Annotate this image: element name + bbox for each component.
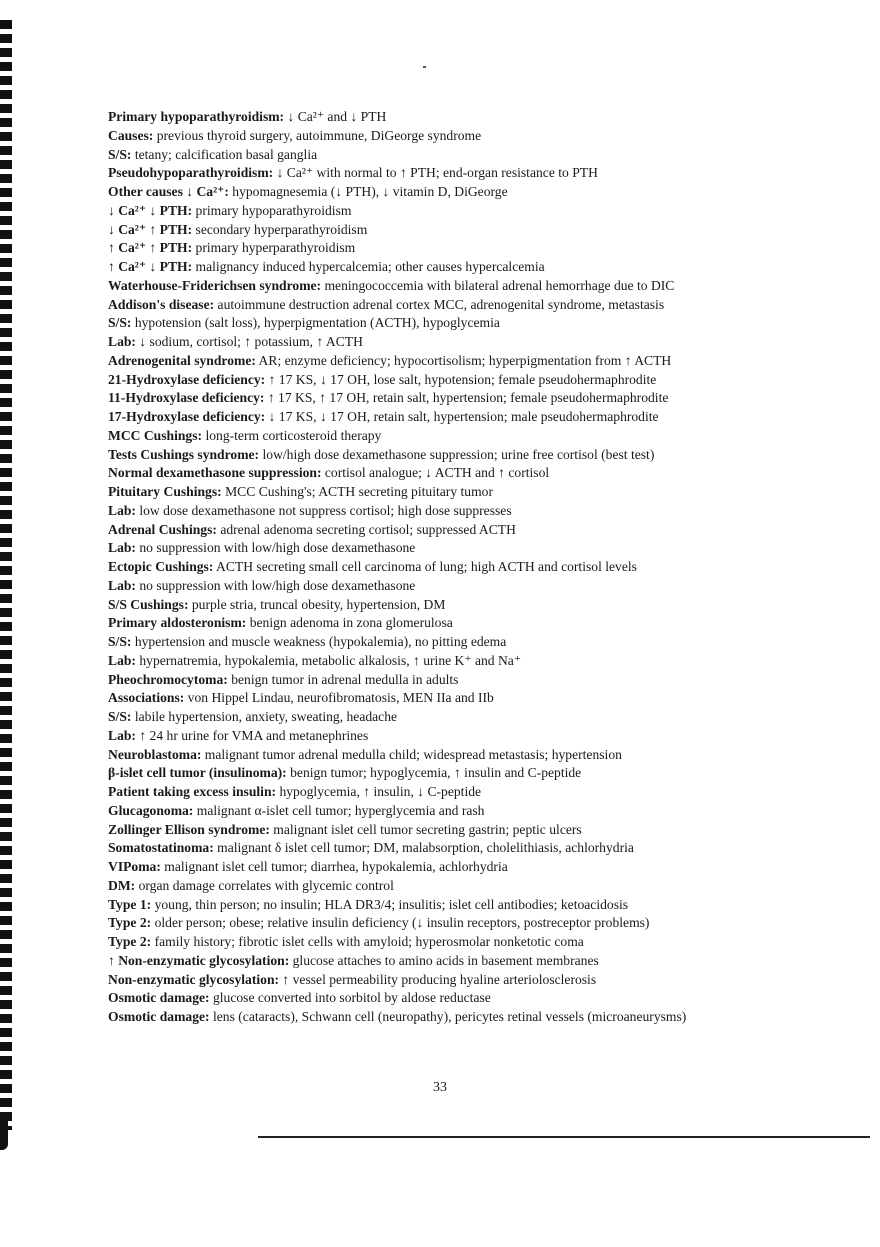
note-text: hypotension (salt loss), hyperpigmentation (ACTH), hypoglycemia [131, 315, 500, 331]
note-line [108, 277, 808, 296]
note-term: Type 2: [108, 915, 152, 931]
note-line [108, 727, 808, 746]
page-number: 33 [433, 1080, 447, 1095]
note-term: Lab: [108, 577, 136, 593]
note-text: family history; fibrotic islet cells with amyloid; hyperosmolar nonketotic coma [151, 934, 584, 949]
note-text: malignant δ islet cell tumor; DM, malabsorption, cholelithiasis, achlorhydria [213, 840, 634, 856]
note-line [108, 146, 808, 165]
note-text: no suppression with low/high dose dexamethasone [135, 577, 416, 593]
note-term: Tests Cushings syndrome: [108, 446, 260, 462]
note-term: Primary aldosteronism: [108, 615, 247, 631]
note-text: malignant islet cell tumor secreting gastrin; peptic ulcers [269, 821, 582, 837]
note-text: lens (cataracts), Schwann cell (neuropathy), pericytes retinal vessels (microaneurysms) [209, 1009, 687, 1024]
note-line [108, 971, 808, 990]
note-term: ↑ Ca²⁺ ↓ PTH: [108, 259, 193, 274]
note-line [108, 708, 808, 727]
note-term: Addison's disease: [108, 296, 215, 312]
note-text: hypoglycemia, ↑ insulin, ↓ C-peptide [276, 784, 482, 799]
note-term: 17-Hydroxylase deficiency: [108, 409, 266, 424]
note-text: ↓ Ca²⁺ with normal to ↑ PTH; end-organ resistance to PTH [273, 165, 598, 181]
note-text: purple stria, truncal obesity, hypertension, DM [188, 596, 446, 612]
note-line [108, 577, 808, 596]
note-text: malignant α-islet cell tumor; hyperglycemia and rash [193, 802, 485, 818]
note-line [108, 314, 808, 333]
note-term: Other causes ↓ Ca²⁺: [108, 184, 229, 199]
note-text: glucose attaches to amino acids in basement membranes [289, 952, 599, 968]
note-term: Waterhouse-Friderichsen syndrome: [108, 277, 322, 293]
note-text: no suppression with low/high dose dexamethasone [135, 540, 416, 556]
note-line [108, 502, 808, 521]
note-text: autoimmune destruction adrenal cortex MCC, adrenogenital syndrome, metastasis [214, 296, 665, 312]
note-term: S/S: [108, 315, 132, 331]
notes-body [108, 108, 808, 1027]
note-line [108, 333, 808, 352]
note-line [108, 764, 808, 783]
note-line [108, 464, 808, 483]
note-term: Primary hypoparathyroidism: [108, 109, 285, 124]
note-line [108, 858, 808, 877]
note-term: DM: [108, 877, 136, 893]
note-line [108, 614, 808, 633]
note-term: Adrenogenital syndrome: [108, 352, 256, 368]
note-line [108, 258, 808, 277]
note-term: Adrenal Cushings: [108, 521, 217, 537]
note-text: low dose dexamethasone not suppress cortisol; high dose suppresses [135, 502, 512, 518]
note-text: older person; obese; relative insulin deficiency (↓ insulin receptors, postreceptor problems) [151, 915, 650, 931]
note-term: β-islet cell tumor (insulinoma): [108, 765, 287, 781]
note-line [108, 746, 808, 765]
note-term: Type 2: [108, 934, 152, 949]
note-term: Glucagonoma: [108, 802, 194, 818]
note-text: hypertension and muscle weakness (hypokalemia), no pitting edema [131, 634, 507, 649]
note-text: ↑ 24 hr urine for VMA and metanephrines [135, 727, 369, 743]
note-line [108, 802, 808, 821]
note-line [108, 127, 808, 146]
note-text: organ damage correlates with glycemic control [135, 877, 394, 893]
note-term: 21-Hydroxylase deficiency: [108, 371, 266, 387]
note-line [108, 877, 808, 896]
note-line [108, 689, 808, 708]
note-text: secondary hyperparathyroidism [192, 221, 368, 237]
note-term: Lab: [108, 334, 136, 349]
note-term: Causes: [108, 127, 154, 143]
note-text: cortisol analogue; ↓ ACTH and ↑ cortisol [321, 465, 550, 481]
note-term: Osmotic damage: [108, 990, 210, 1006]
spiral-binding [0, 20, 12, 1130]
note-term: ↓ Ca²⁺ ↑ PTH: [108, 221, 193, 237]
note-term: Osmotic damage: [108, 1009, 210, 1024]
note-line [108, 164, 808, 183]
note-text: hypomagnesemia (↓ PTH), ↓ vitamin D, DiGeorge [228, 184, 508, 199]
note-term: Zollinger Ellison syndrome: [108, 821, 270, 837]
note-term: Somatostatinoma: [108, 840, 214, 856]
note-text: labile hypertension, anxiety, sweating, headache [131, 709, 398, 724]
note-text: malignant islet cell tumor; diarrhea, hypokalemia, achlorhydria [160, 859, 508, 874]
note-line [108, 352, 808, 371]
note-line [108, 914, 808, 933]
note-term: S/S: [108, 146, 132, 162]
note-line [108, 389, 808, 408]
note-line [108, 108, 808, 127]
note-text: low/high dose dexamethasone suppression; urine free cortisol (best test) [259, 446, 655, 462]
note-term: Lab: [108, 502, 136, 518]
note-line [108, 558, 808, 577]
note-term: S/S Cushings: [108, 596, 189, 612]
note-term: Non-enzymatic glycosylation: [108, 971, 280, 987]
note-term: Normal dexamethasone suppression: [108, 465, 322, 481]
note-text: meningococcemia with bilateral adrenal hemorrhage due to DIC [321, 277, 675, 293]
note-text: MCC Cushing's; ACTH secreting pituitary tumor [221, 484, 493, 499]
note-text: ↑ 17 KS, ↑ 17 OH, retain salt, hypertension; female pseudohermaphrodite [264, 390, 669, 406]
note-text: ↑ vessel permeability producing hyaline arteriolosclerosis [279, 971, 597, 987]
note-term: MCC Cushings: [108, 427, 203, 443]
note-text: ACTH secreting small cell carcinoma of lung; high ACTH and cortisol levels [213, 559, 637, 574]
note-term: ↑ Ca²⁺ ↑ PTH: [108, 240, 193, 256]
note-term: S/S: [108, 634, 132, 649]
note-term: Pseudohypoparathyroidism: [108, 165, 274, 181]
note-term: Patient taking excess insulin: [108, 784, 277, 799]
note-line [108, 296, 808, 315]
footer-rule [258, 1136, 870, 1138]
note-text: primary hyperparathyroidism [192, 240, 356, 256]
note-text: young, thin person; no insulin; HLA DR3/4; insulitis; islet cell antibodies; ketoacidosis [151, 896, 629, 912]
note-text: benign tumor; hypoglycemia, ↑ insulin and C-peptide [286, 765, 582, 781]
note-line [108, 183, 808, 202]
note-term: 11-Hydroxylase deficiency: [108, 390, 265, 406]
note-text: previous thyroid surgery, autoimmune, DiGeorge syndrome [153, 127, 482, 143]
note-term: Lab: [108, 540, 136, 556]
note-text: von Hippel Lindau, neurofibromatosis, MEN IIa and IIb [184, 690, 494, 706]
note-term: ↓ Ca²⁺ ↓ PTH: [108, 202, 193, 218]
note-line [108, 633, 808, 652]
note-term: VIPoma: [108, 859, 161, 874]
note-line [108, 521, 808, 540]
note-text: primary hypoparathyroidism [192, 202, 352, 218]
note-line [108, 933, 808, 952]
note-line [108, 202, 808, 221]
note-line [108, 839, 808, 858]
note-line [108, 652, 808, 671]
note-text: ↑ 17 KS, ↓ 17 OH, lose salt, hypotension; female pseudohermaphrodite [265, 371, 657, 387]
note-term: Ectopic Cushings: [108, 559, 214, 574]
note-line [108, 446, 808, 465]
note-text: adrenal adenoma secreting cortisol; suppressed ACTH [216, 521, 516, 537]
note-text: ↓ 17 KS, ↓ 17 OH, retain salt, hypertension; male pseudohermaphrodite [265, 409, 659, 424]
note-term: Lab: [108, 727, 136, 743]
note-line [108, 539, 808, 558]
note-text: tetany; calcification basal ganglia [131, 146, 318, 162]
note-line [108, 1008, 808, 1027]
note-line [108, 989, 808, 1008]
note-text: benign tumor in adrenal medulla in adults [227, 671, 459, 687]
note-line [108, 221, 808, 240]
speck [423, 66, 426, 68]
note-line [108, 427, 808, 446]
note-text: malignant tumor adrenal medulla child; widespread metastasis; hypertension [201, 746, 622, 762]
note-line [108, 821, 808, 840]
note-term: Associations: [108, 690, 185, 706]
note-term: Type 1: [108, 896, 152, 912]
note-text: glucose converted into sorbitol by aldose reductase [209, 990, 491, 1006]
note-line [108, 239, 808, 258]
note-line [108, 371, 808, 390]
note-line [108, 483, 808, 502]
note-text: benign adenoma in zona glomerulosa [246, 615, 453, 631]
note-text: AR; enzyme deficiency; hypocortisolism; hyperpigmentation from ↑ ACTH [255, 352, 672, 368]
note-line [108, 596, 808, 615]
note-text: hypernatremia, hypokalemia, metabolic alkalosis, ↑ urine K⁺ and Na⁺ [135, 652, 521, 668]
note-text: malignancy induced hypercalcemia; other causes hypercalcemia [192, 259, 545, 274]
note-text: ↓ sodium, cortisol; ↑ potassium, ↑ ACTH [135, 334, 363, 349]
note-term: Pituitary Cushings: [108, 484, 222, 499]
note-line [108, 896, 808, 915]
note-term: Neuroblastoma: [108, 746, 202, 762]
note-term: Lab: [108, 652, 136, 668]
note-line [108, 952, 808, 971]
note-term: S/S: [108, 709, 132, 724]
note-term: ↑ Non-enzymatic glycosylation: [108, 952, 290, 968]
note-term: Pheochromocytoma: [108, 671, 228, 687]
note-text: ↓ Ca²⁺ and ↓ PTH [284, 109, 387, 124]
note-line [108, 408, 808, 427]
note-line [108, 671, 808, 690]
note-text: long-term corticosteroid therapy [202, 427, 382, 443]
note-line [108, 783, 808, 802]
